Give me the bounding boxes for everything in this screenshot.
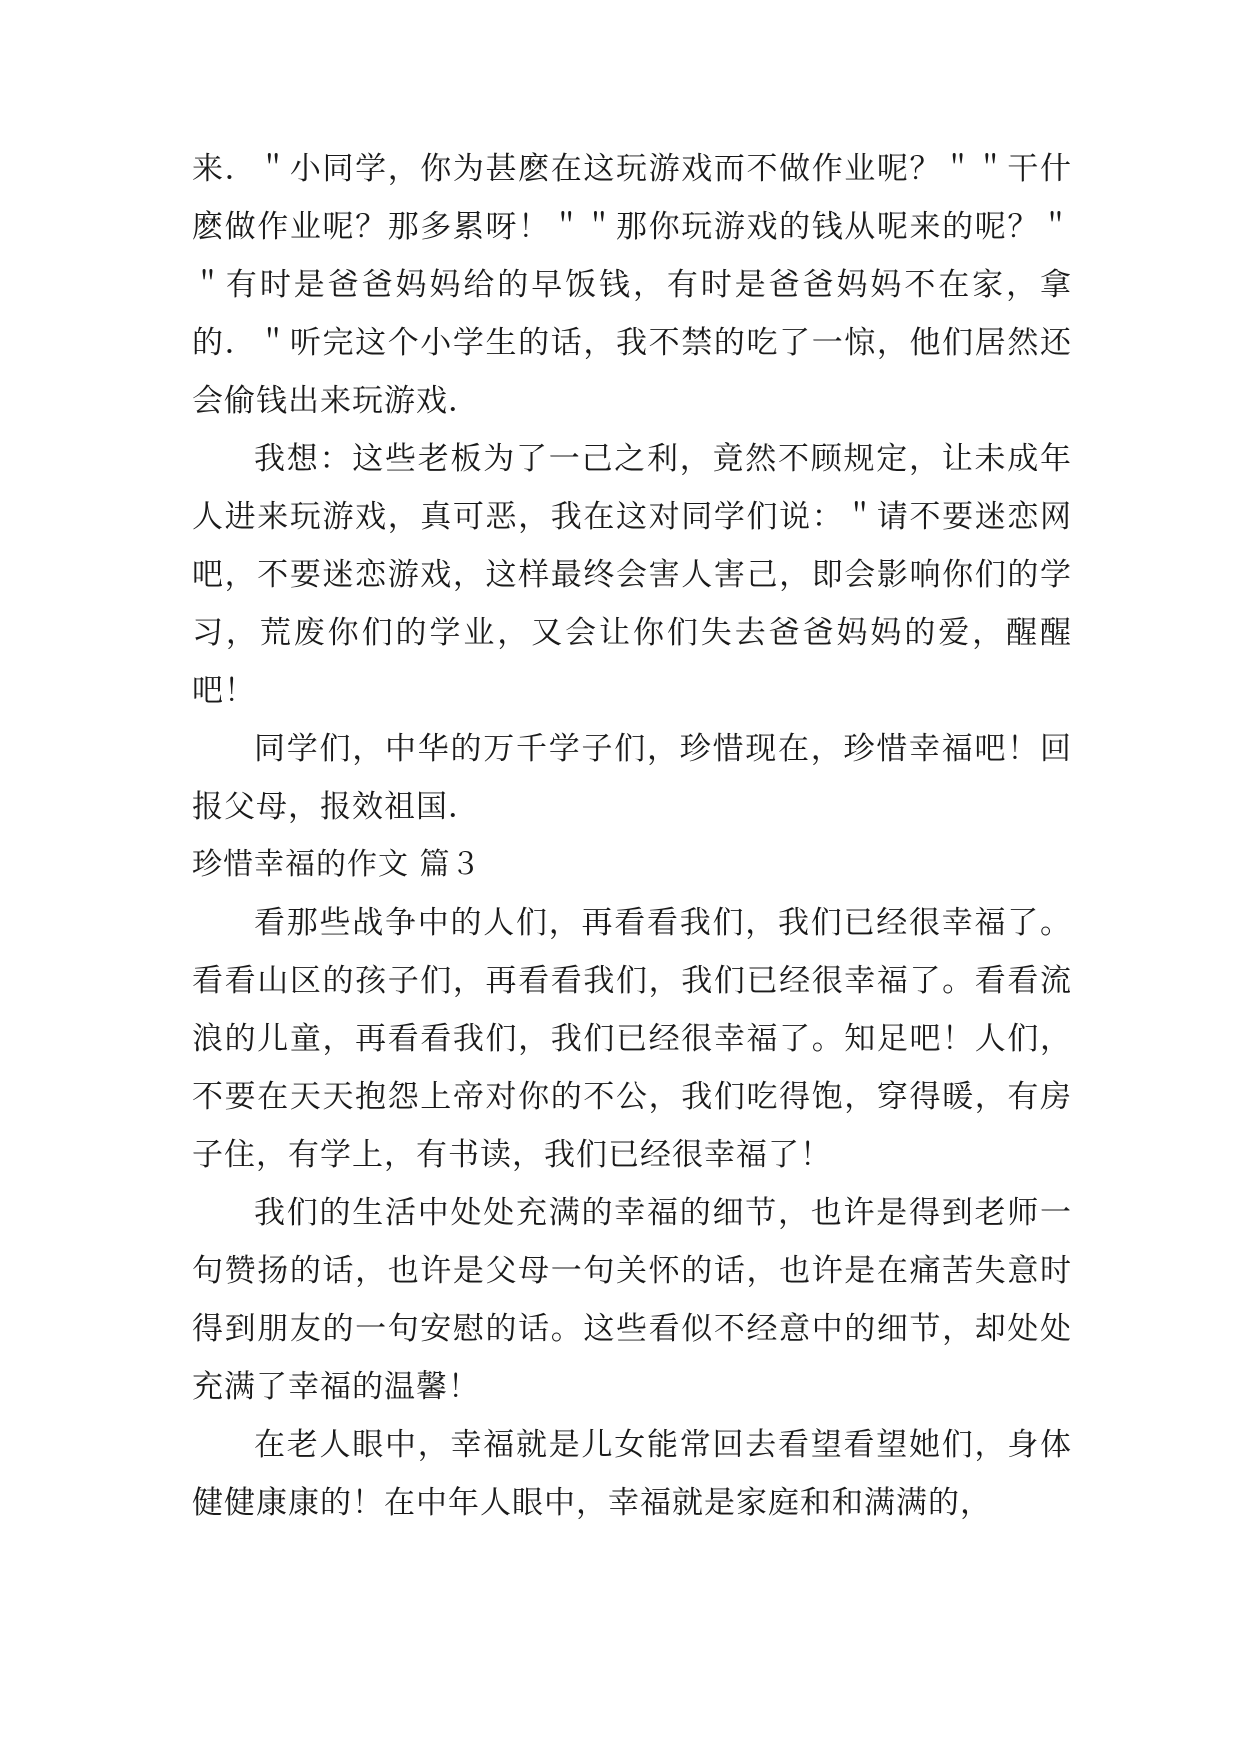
paragraph-2: 我想：这些老板为了一己之利，竟然不顾规定，让未成年人进来玩游戏，真可恶，我在这对同学们说：＂请不要迷恋网吧，不要迷恋游戏，这样最终会害人害己，即会影响你们的学习，荒废你们的学业，又会让你们失去爸爸妈妈的爱，醒醒吧！	[192, 441, 1072, 709]
paragraph-3: 同学们，中华的万千学子们，珍惜现在，珍惜幸福吧！回报父母，报效祖国．	[192, 731, 1072, 825]
paragraph-1: 来．＂小同学，你为甚麽在这玩游戏而不做作业呢？＂＂干什麽做作业呢？那多累呀！＂＂那你玩游戏的钱从呢来的呢？＂＂有时是爸爸妈妈给的早饭钱，有时是爸爸妈妈不在家，拿的．＂听完这个小学生的话，我不禁的吃了一惊，他们居然还会偷钱出来玩游戏．	[192, 151, 1072, 419]
paragraph-5: 我们的生活中处处充满的幸福的细节，也许是得到老师一句赞扬的话，也许是父母一句关怀的话，也许是在痛苦失意时得到朋友的一句安慰的话。这些看似不经意中的细节，却处处充满了幸福的温馨！	[192, 1195, 1072, 1405]
paragraph-4: 看那些战争中的人们，再看看我们，我们已经很幸福了。看看山区的孩子们，再看看我们，我们已经很幸福了。看看流浪的儿童，再看看我们，我们已经很幸福了。知足吧！人们，不要在天天抱怨上帝对你的不公，我们吃得饱，穿得暖，有房子住，有学上，有书读，我们已经很幸福了！	[192, 905, 1072, 1173]
paragraph-6: 在老人眼中，幸福就是儿女能常回去看望看望她们，身体健健康康的！在中年人眼中，幸福就是家庭和和满满的，	[192, 1427, 1072, 1521]
document-body	[192, 140, 1072, 1532]
section-heading: 珍惜幸福的作文 篇３	[192, 847, 482, 882]
